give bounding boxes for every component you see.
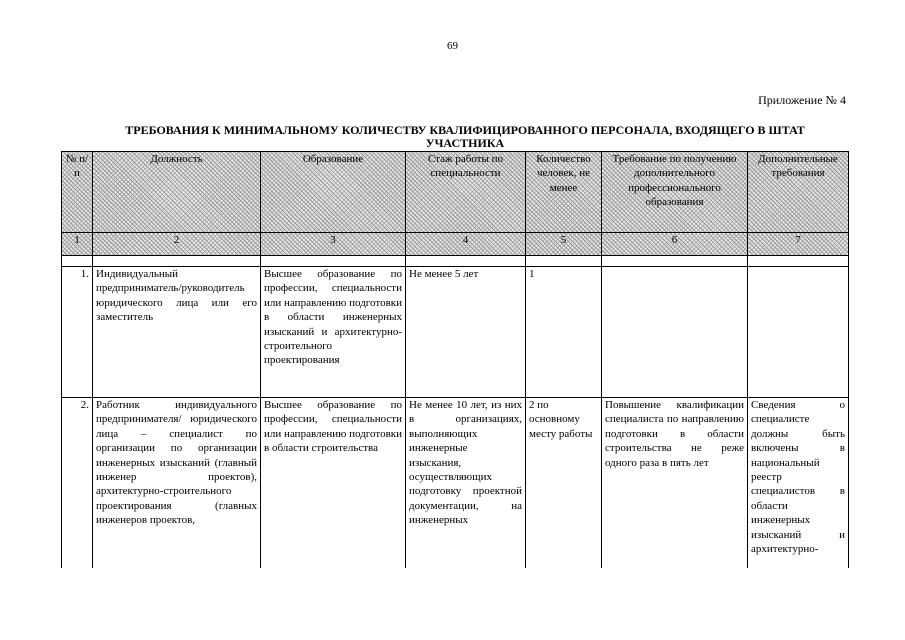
header-cell-additional-education: Требование по получению дополнительного профессионального образования — [602, 152, 748, 233]
column-number: 6 — [602, 233, 748, 256]
header-cell-experience: Стаж работы по специальности — [406, 152, 526, 233]
additional-requirements-cell — [748, 267, 849, 398]
count-cell: 1 — [526, 267, 602, 398]
header-cell-count: Количество человек, не менее — [526, 152, 602, 233]
page-number: 69 — [447, 40, 458, 52]
additional-education-cell — [602, 267, 748, 398]
title-line-1: ТРЕБОВАНИЯ К МИНИМАЛЬНОМУ КОЛИЧЕСТВУ КВАЛИФИЦИРОВАННОГО ПЕРСОНАЛА, ВХОДЯЩЕГО В ШТАТ — [125, 123, 805, 137]
position-cell: Индивидуальный предприниматель/руководитель юридического лица или его заместитель — [93, 267, 261, 398]
title-line-2: УЧАСТНИКА — [425, 136, 505, 150]
column-number: 3 — [261, 233, 406, 256]
experience-cell: Не менее 10 лет, из них в организациях, выполняющих инженерные изыскания, осуществляющих подготовку проектной документации, на инженерных — [406, 398, 526, 569]
position-cell: Работник индивидуального предпринимателя/ юридического лица – специалист по организации по организации инженерных изысканий (главный инженер проектов), архитектурно-строительного проектирования (главных инженеров проектов, — [93, 398, 261, 569]
column-number: 7 — [748, 233, 849, 256]
table-row — [62, 398, 849, 569]
additional-requirements-cell: Сведения о специалисте должны быть включены в национальный реестр специалистов в области инженерных изысканий и архитектурно- — [748, 398, 849, 569]
header-cell-education: Образование — [261, 152, 406, 233]
column-number: 4 — [406, 233, 526, 256]
table-row — [62, 267, 849, 398]
spacer-row — [62, 256, 849, 267]
document-title — [90, 124, 840, 150]
requirements-table — [61, 151, 849, 568]
column-number: 2 — [93, 233, 261, 256]
row-number: 1. — [62, 267, 93, 398]
row-number: 2. — [62, 398, 93, 569]
column-number-row — [62, 233, 849, 256]
count-cell: 2 по основному месту работы — [526, 398, 602, 569]
header-cell-number: № п/п — [62, 152, 93, 233]
column-number: 1 — [62, 233, 93, 256]
header-cell-position: Должность — [93, 152, 261, 233]
experience-cell: Не менее 5 лет — [406, 267, 526, 398]
education-cell: Высшее образование по профессии, специальности или направлению подготовки в области строительства — [261, 398, 406, 569]
education-cell: Высшее образование по профессии, специальности или направлению подготовки в области инженерных изысканий и архитектурно-строительного проектирования — [261, 267, 406, 398]
table-header-row — [62, 152, 849, 233]
appendix-label: Приложение № 4 — [758, 93, 846, 107]
column-number: 5 — [526, 233, 602, 256]
header-cell-additional-requirements: Дополнительные требования — [748, 152, 849, 233]
additional-education-cell: Повышение квалификации специалиста по направлению подготовки в области строительства не реже одного раза в пять лет — [602, 398, 748, 569]
